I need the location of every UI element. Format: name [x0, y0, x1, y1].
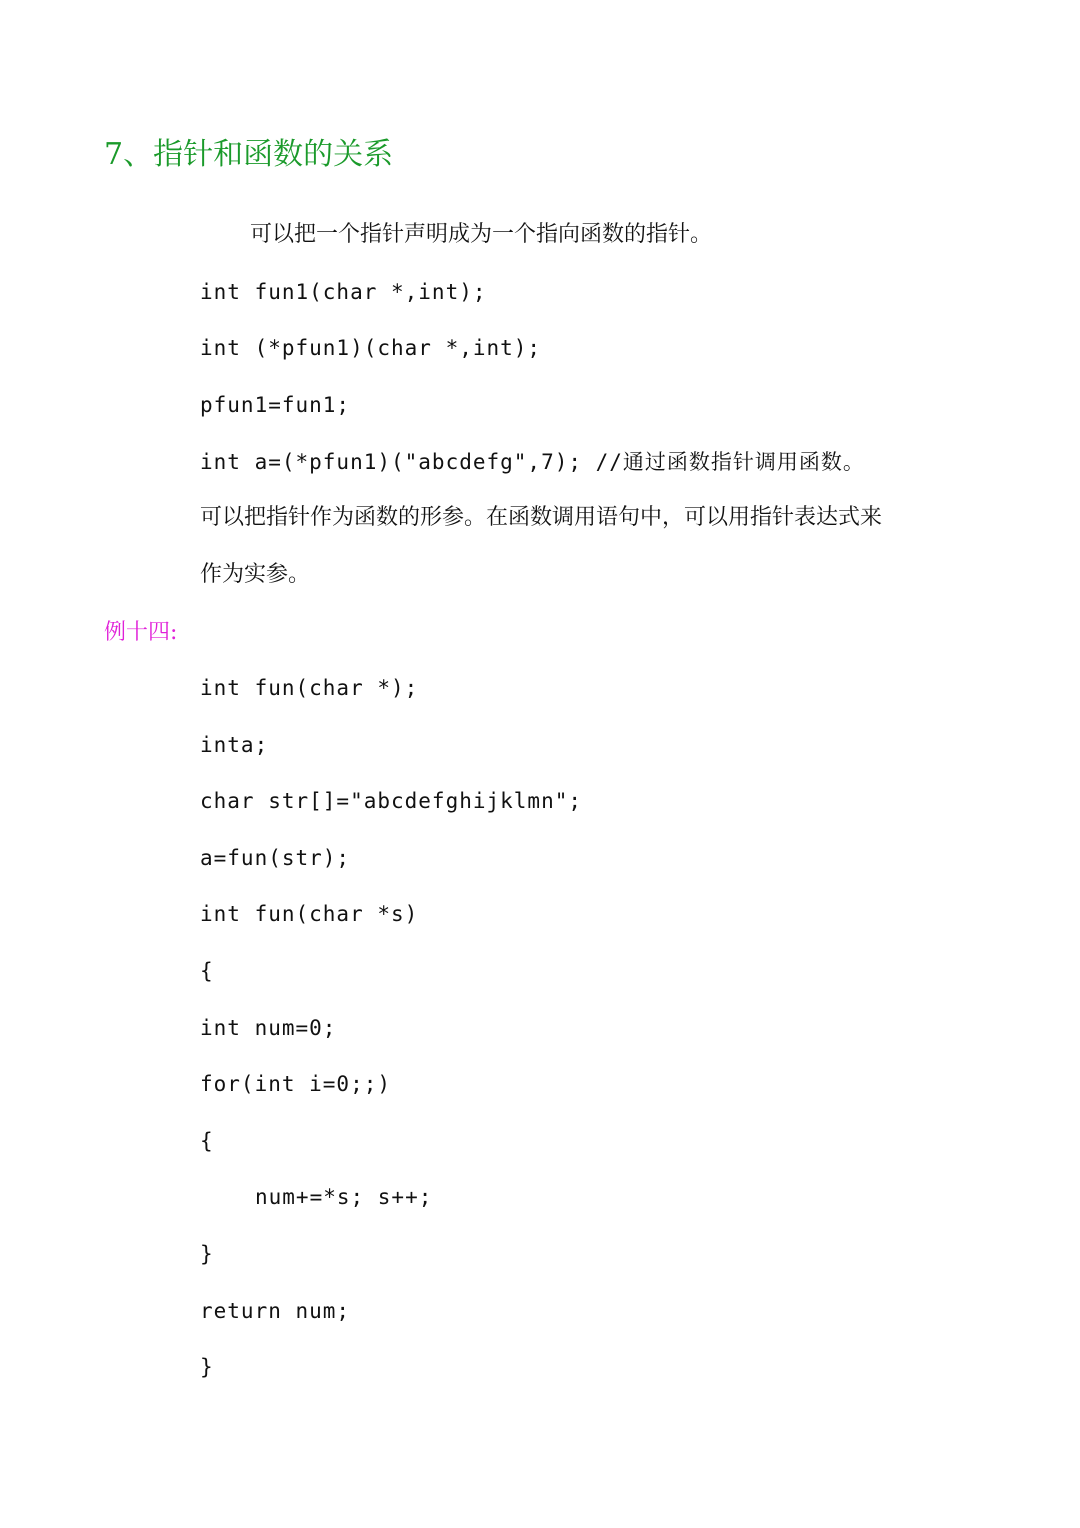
code-line: {: [200, 1129, 214, 1153]
code-line: }: [200, 1242, 214, 1266]
paragraph-line-2: 作为实参。: [200, 562, 311, 587]
code-line: for(int i=0;;): [200, 1072, 392, 1096]
intro-text: 可以把一个指针声明成为一个指向函数的指针。: [250, 222, 713, 247]
code-line: int fun1(char *,int);: [200, 280, 487, 304]
code-line: a=fun(str);: [200, 846, 351, 870]
code-line: num+=*s; s++;: [255, 1185, 433, 1209]
code-line: {: [200, 959, 214, 983]
section-heading: 7、指针和函数的关系: [104, 137, 394, 172]
code-line: }: [200, 1355, 214, 1379]
code-line: int fun(char *s): [200, 902, 419, 926]
code-line: int a=(*pfun1)("abcdefg",7); //通过函数指针调用函数。: [200, 450, 865, 474]
paragraph-line-1: 可以把指针作为函数的形参。在函数调用语句中，可以用指针表达式来: [200, 505, 883, 530]
code-line: return num;: [200, 1299, 351, 1323]
code-line: pfun1=fun1;: [200, 393, 351, 417]
example-label: 例十四:: [104, 620, 178, 645]
code-line: char str[]="abcdefghijklmn";: [200, 789, 583, 813]
code-line: int num=0;: [200, 1016, 337, 1040]
code-line: inta;: [200, 733, 269, 757]
code-line: int (*pfun1)(char *,int);: [200, 336, 542, 360]
code-line: int fun(char *);: [200, 676, 419, 700]
